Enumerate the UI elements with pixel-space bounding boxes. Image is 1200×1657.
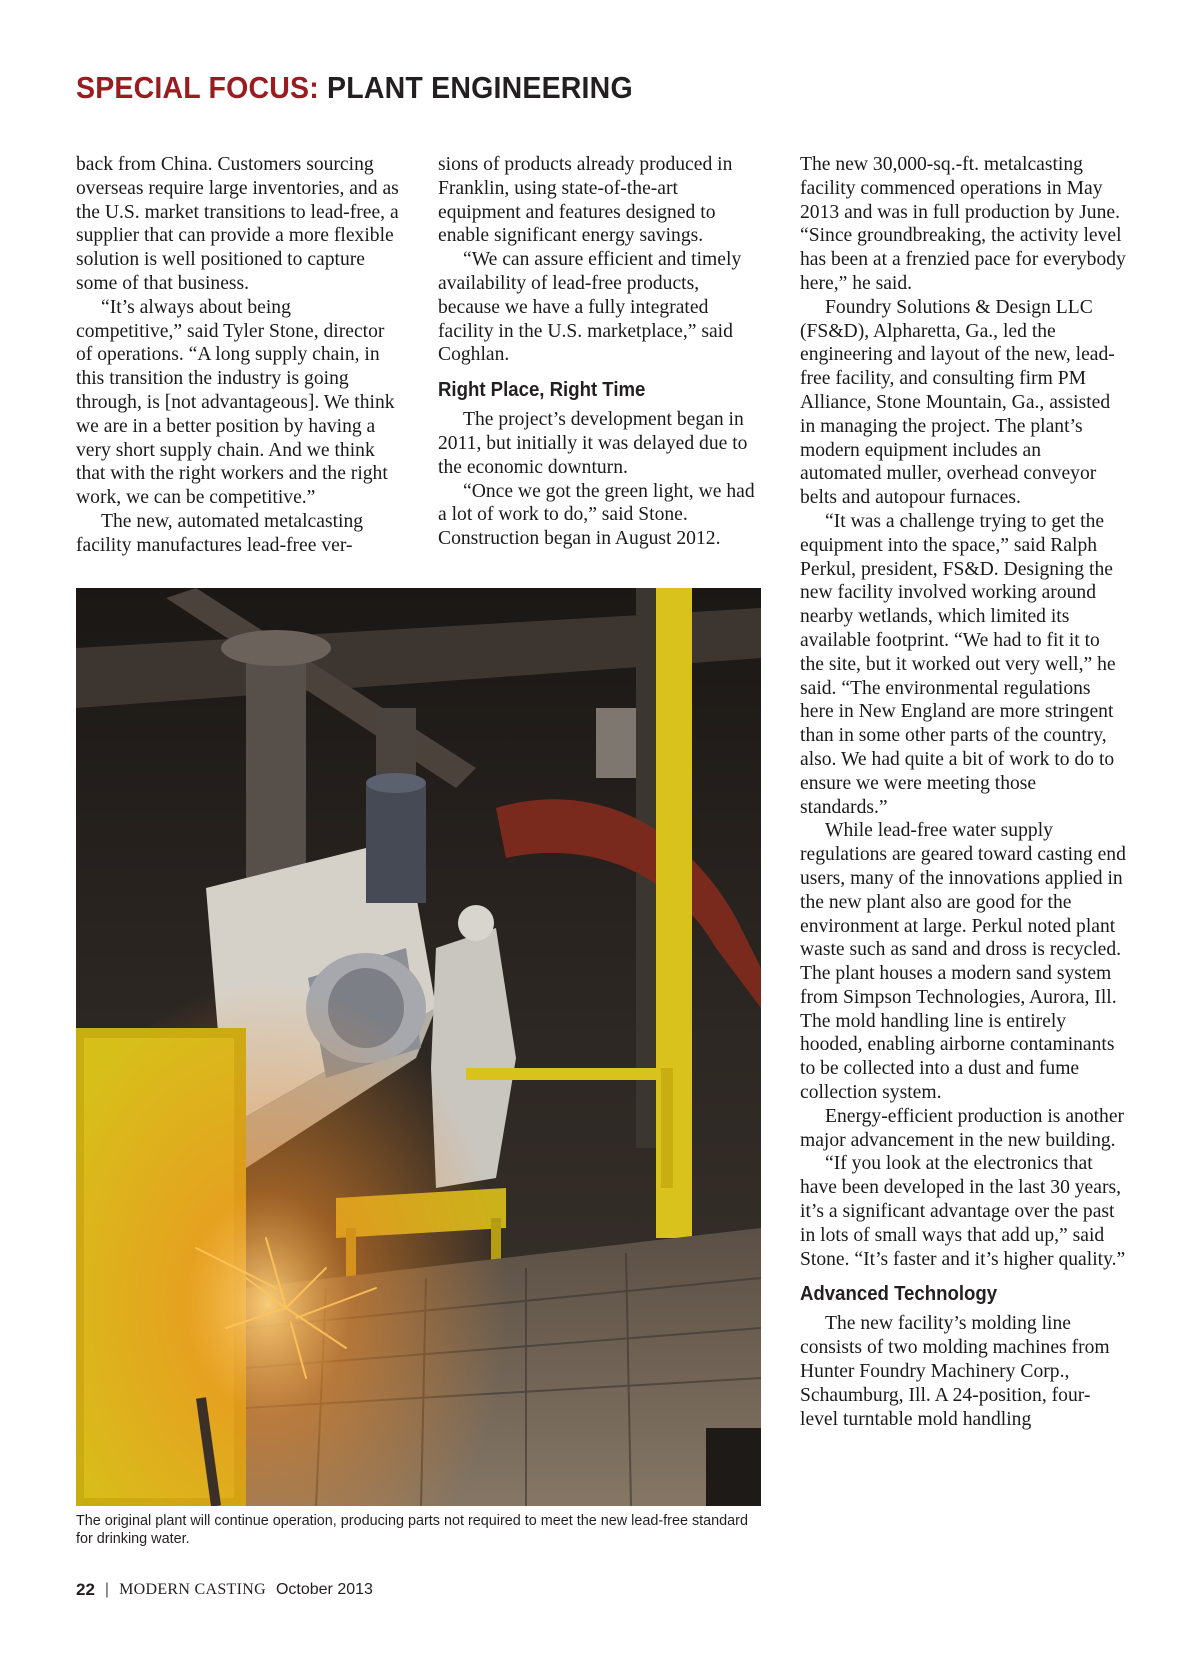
paragraph: “It was a challenge trying to get the equipment into the space,” said Ralph Perkul, president, FS&D. Designing the new facility involved working around nearby wetlands, which limited its available footprint. “We had to fit it to the site, but it worked out very well,” he said. “The environmental regulations here in New England are more stringent than in some other parts of the country, also. We had quite a bit of work to do to ensure we were meeting those standards.” [800, 510, 1116, 818]
article-column-3 [800, 153, 1126, 1431]
page-number: 22 [76, 1580, 95, 1599]
paragraph: The new, automated metalcasting facility manufactures lead-free ver- [76, 510, 364, 556]
foundry-pouring-photo-icon [76, 588, 761, 1506]
foundry-photo [76, 588, 761, 1506]
footer-separator: | [104, 1581, 110, 1598]
subhead-right-place: Right Place, Right Time [438, 379, 646, 402]
paragraph: “Once we got the green light, we had a lot of work to do,” said Stone. Construction began in August 2012. [438, 480, 755, 550]
paragraph: The new 30,000-sq.-ft. metalcasting facility commenced operations in May 2013 and was in full production by June. “Since groundbreaking, the activity level has been at a frenzied pace for everybody here,” he said. [800, 154, 1126, 294]
paragraph: While lead-free water supply regulations are geared toward casting end users, many of the innovations applied in the new plant also are good for the environment at large. Perkul noted plant waste such as sand and dross is recycled. The plant houses a modern sand system from Simpson Technologies, Aurora, Ill. The mold handling line is entirely hooded, enabling airborne contaminants to be collected into a dust and fume collection system. [800, 820, 1126, 1104]
section-header [76, 70, 633, 106]
magazine-name: MODERN CASTING [119, 1581, 266, 1598]
issue-date: October 2013 [275, 1581, 373, 1598]
paragraph: Energy-efficient production is another major advancement in the new building. [800, 1105, 1125, 1151]
paragraph: “It’s always about being competitive,” said Tyler Stone, director of operations. “A long supply chain, in this transition the industry is going through, is [not advantageous]. We think we are in a better position by having a very short supply chain. And we think that with the right workers and the right work, we can be competitive.” [76, 296, 395, 509]
paragraph: The project’s development began in 2011, but initially it was delayed due to the economic downturn. [438, 409, 748, 478]
paragraph: sions of products already produced in Franklin, using state-of-the-art equipment and features designed to enable significant energy savings. [438, 154, 733, 247]
paragraph: back from China. Customers sourcing overseas require large inventories, and as the U.S. market transitions to lead-free, a supplier that can provide a more flexible solution is well positioned to capture some of that business. [76, 154, 399, 294]
section-topic: PLANT ENGINEERING [327, 70, 633, 105]
photo-caption: The original plant will continue operation, producing parts not required to meet the new lead-free standard for drinking water. [76, 1513, 748, 1547]
article-column-2 [438, 153, 763, 551]
article-column-1 [76, 153, 401, 558]
paragraph: Foundry Solutions & Design LLC (FS&D), Alpharetta, Ga., led the engineering and layout of the new, lead-free facility, and consulting firm PM Alliance, Stone Mountain, Ga., assisted in managing the project. The plant’s modern equipment includes an automated muller, overhead conveyor belts and autopour furnaces. [800, 296, 1115, 509]
section-kicker: SPECIAL FOCUS: [76, 70, 319, 105]
paragraph: The new facility’s molding line consists of two molding machines from Hunter Foundry Machinery Corp., Schaumburg, Ill. A 24-position, four-level turntable mold handling [800, 1313, 1110, 1430]
paragraph: “We can assure efficient and timely availability of lead-free products, because we have a fully integrated facility in the U.S. marketplace,” said Coghlan. [438, 249, 742, 366]
subhead-advanced-technology: Advanced Technology [800, 1283, 998, 1306]
page-footer [76, 1580, 373, 1600]
paragraph: “If you look at the electronics that have been developed in the last 30 years, it’s a significant advantage over the past in lots of small ways that add up,” said Stone. “It’s faster and it’s higher quality.” [800, 1153, 1126, 1270]
